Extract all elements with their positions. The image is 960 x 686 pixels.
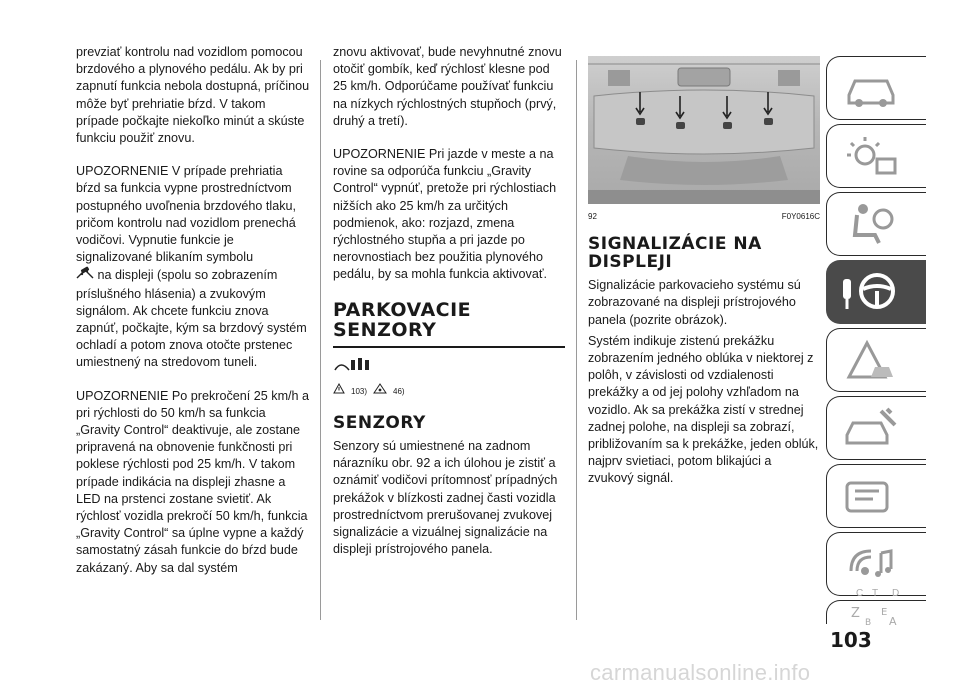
parking-sensor-icon xyxy=(333,356,565,379)
paragraph-warning-speed: UPOZORNENIE Po prekročení 25 km/h a pri rýchlosti do 50 km/h sa funkcia „Gravity Control“ deaktivuje, ale zostane pripravená na obnovenie funkčnosti pri poklese rýchlosti pod 25 km/h. V takom prípade indikácia na displeji zhasne a LED na prstenci zostane svietiť. Ak rýchlosť vozidla prekročí 50 km/h, funkcia „Gravity Control“ sa úplne vypne a každý samostatný zásah funkcie do bŕzd bude zakázaný. Aby sa dal systém xyxy=(76,388,310,575)
text-column-3 xyxy=(588,56,820,504)
multimedia-icon xyxy=(841,541,901,587)
chapter-tab-safety[interactable] xyxy=(826,192,926,256)
figure-code: F0Y0616C xyxy=(781,212,820,221)
car-dashboard-icon xyxy=(841,65,901,111)
index-letter: Z xyxy=(851,606,860,621)
key-steering-wheel-icon xyxy=(841,269,901,315)
reference-number: 103) xyxy=(351,386,368,396)
car-service-icon xyxy=(841,473,901,519)
chapter-tab-technical-data[interactable] xyxy=(826,464,926,528)
chapter-tab-multimedia[interactable] xyxy=(826,532,926,596)
paragraph: Senzory sú umiestnené na zadnom nárazníku obr. 92 a ich úlohou je zistiť a oznámiť vodičovi prítomnosť prípadných prekážok v blízkosti zadnej časti vozidla prostredníctvom prerušovanej zvukovej signalizácie a vizuálnej signalizácie na displeji prístrojového panela. xyxy=(333,439,558,557)
text-column-2 xyxy=(333,44,565,574)
index-letter: E xyxy=(881,607,888,618)
reference-number: 46) xyxy=(393,386,405,396)
paragraph-warning-city: UPOZORNENIE Pri jazde v meste a na rovine sa odporúča funkciu „Gravity Control“ vypnúť, pretože pri rýchlostiach nižších ako 25 km/h za určitých podmienok, ako: rozjazd, zmena rýchlostného stupňa a pri jazde po nerovnostiach bez použitia plynového pedálu, by sa mohla funkcia aktivovať. xyxy=(333,147,557,282)
chapter-tab-dashboard[interactable] xyxy=(826,56,926,120)
index-letter: T xyxy=(872,588,879,599)
heading-rule xyxy=(333,346,565,348)
rear-bumper-sensors-figure xyxy=(588,56,820,204)
seat-airbag-icon xyxy=(841,201,901,247)
column-divider xyxy=(320,60,321,620)
index-letter: C xyxy=(856,588,864,599)
paragraph: znovu aktivovať, bude nevyhnutné znovu otočiť gombík, keď rýchlosť klesne pod 25 km/h. Odporúčame používať funkciu na nízkych rýchlostných stupňoch (prvý, druhý a tretí). xyxy=(333,45,562,128)
index-letters-lower xyxy=(840,588,920,608)
warning-lights-icon xyxy=(841,133,901,179)
section-heading: PARKOVACIE SENZORY xyxy=(333,298,472,341)
index-letter: A xyxy=(889,615,897,627)
car-service-icon xyxy=(841,405,901,451)
chapter-tab-emergency[interactable] xyxy=(826,328,926,392)
chapter-tab-starting-driving[interactable] xyxy=(826,260,926,324)
hill-descent-icon xyxy=(76,266,94,285)
subsection-heading: SENZORY xyxy=(333,413,426,434)
paragraph: prevziať kontrolu nad vozidlom pomocou brzdového a plynového pedálu. Ak by pri zapnutí funkcia nebola dostupná, príčinou môže byť prehriatie bŕzd. V takom prípade počkajte niekoľko minút a skúste funkciu použiť znovu. xyxy=(76,45,310,146)
figure-number: 92 xyxy=(588,212,597,221)
figure-caption xyxy=(588,208,820,225)
paragraph-warning-overheat xyxy=(76,163,310,371)
index-letter: D xyxy=(892,588,900,599)
warning-triangle-icon xyxy=(333,383,345,400)
roadside-warning-icon xyxy=(841,337,901,383)
reference-row xyxy=(333,383,565,400)
column-divider xyxy=(576,60,577,620)
text-column-1 xyxy=(76,44,310,593)
chapter-tab-maintenance[interactable] xyxy=(826,396,926,460)
info-hand-icon xyxy=(373,383,387,400)
index-letter: B xyxy=(865,618,872,627)
paragraph-text: UPOZORNENIE V prípade prehriatia bŕzd sa funkcia vypne prostredníctvom postupného uvoľnenia brzdového tlaku, pričom kontrolu nad vozidlom prenechá vodičovi. Vypnutie funkcie je signalizované blikaním symbolu xyxy=(76,164,297,265)
chapter-tab-warning-lights[interactable] xyxy=(826,124,926,188)
paragraph: Signalizácie parkovacieho systému sú zobrazované na displeji prístrojového panela (pozrite obrázok). xyxy=(588,278,801,327)
page-number: 103 xyxy=(830,628,872,652)
paragraph-text: na displeji (spolu so zobrazením príslušného hlásenia) a zvukovým signálom. Ak chcete funkciu znova zapnúť, počkajte, kým sa brzdový systém ochladí a potom znova otočte prstenec umiestnený na stredovom tuneli. xyxy=(76,268,307,370)
paragraph: Systém indikuje zistenú prekážku zobrazením jedného oblúka v niektorej z polôh, v závislosti od vzdialenosti prekážky a od jej polohy vzhľadom na vozidlo. Ak sa prekážka zistí v strednej zadnej polohe, na displeji sa zobrazí, približovaním sa k prekážke, jeden oblúk, najprv svietiaci, potom blikajúci a zvukový signál. xyxy=(588,333,819,486)
watermark-text[interactable]: carmanualsonline.info xyxy=(590,660,811,685)
section-heading: SIGNALIZÁCIE NA DISPLEJI xyxy=(588,234,762,273)
